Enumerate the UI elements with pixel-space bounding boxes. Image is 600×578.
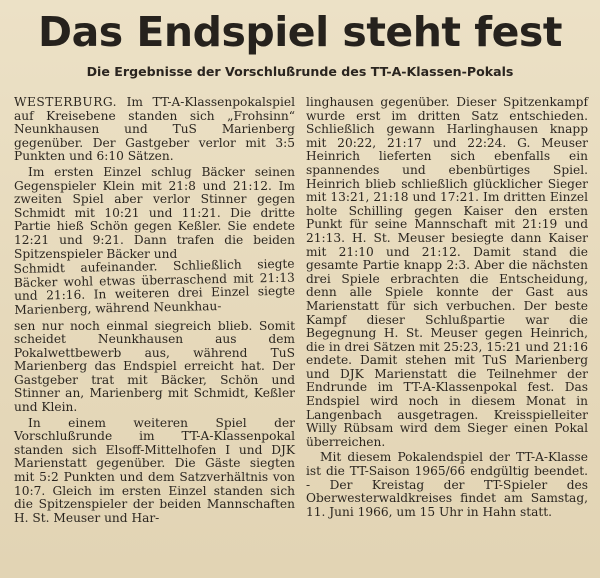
paragraph: Mit diesem Pokalendspiel der TT-A-Klasse ist die TT-Saison 1965/66 endgültig beendet. - Der Kreistag der TT-Spieler des Oberwesterwaldkreises findet am Samstag, 11. Juni 1966, um 15 Uhr in Hahn statt. [306, 450, 588, 519]
paragraph: Im ersten Einzel schlug Bäcker seinen Gegenspieler Klein mit 21:8 und 21:12. Im zweiten Spiel aber verlor Stinner gegen Schmidt mit 10:21 und 11:21. Die dritte Partie hieß Schön gegen Keßler. Sie endete 12:21 und 9:21. Dann trafen die beiden Spitzenspieler Bäcker und [14, 164, 295, 261]
paragraph [14, 96, 295, 164]
paragraph-text: Im TT-A-Klassenpokalspiel auf Kreisebene standen sich „Frohsinn“ Neunkhausen und TuS Marienberg gegenüber. Der Gastgeber verlor mit 3:5 Punkten und 6:10 Sätzen. [14, 95, 295, 164]
subheadline: Die Ergebnisse der Vorschlußrunde des TT-A-Klassen-Pokals [86, 64, 514, 79]
paragraph: linghausen gegenüber. Dieser Spitzenkampf wurde erst im dritten Satz entschieden. Schließlich gewann Harlinghausen knapp mit 20:22, 21:17 und 22:24. G. Meuser Heinrich lieferten sich ebenfalls ein spannendes und ebenbürtiges Spiel. Heinrich blieb schließlich glücklicher Sieger mit 13:21, 21:18 und 17:21. Im dritten Einzel holte Schilling gegen Kaiser den ersten Punkt für seine Mannschaft mit 21:19 und 21:13. H. St. Meuser besiegte dann Kaiser mit 21:10 und 21:12. Damit stand die gesamte Partie knapp 2:3. Aber die nächsten drei Spiele erbrachten die Entscheidung, denn alle Spiele konnte der Gast aus Marienstatt für sich verbuchen. Der beste Kampf dieser Schlußpartie war die Begegnung H. St. Meuser gegen Heinrich, die in drei Sätzen mit 25:23, 15:21 und 21:16 endete. Damit stehen mit TuS Marienberg und DJK Marienstatt die Teilnehmer der Endrunde im TT-A-Klassenpokal fest. Das Endspiel wird noch in diesem Monat in Langenbach ausgetragen. Kreisspielleiter Willy Rübsam wird dem Sieger einen Pokal überreichen. [306, 95, 588, 449]
paragraph: In einem weiteren Spiel der Vorschlußrunde im TT-A-Klassenpokal standen sich Elsoff-Mittelhofen I und DJK Marienstatt gegenüber. Die Gäste siegten mit 5:2 Punkten und dem Satzverhältnis von 10:7. Gleich im ersten Einzel standen sich die Spitzenspieler der beiden Mannschaften H. St. Meuser und Har- [14, 415, 295, 525]
article-column-right [306, 96, 588, 521]
paragraph-folded: Schmidt aufeinander. Schließlich siegte Bäcker wohl etwas überraschend mit 21:13 und 21:16. In weiteren drei Einzel siegte Marienberg, während Neunkhau- [13, 256, 296, 317]
headline: Das Endspiel steht fest [38, 8, 562, 56]
paragraph: sen nur noch einmal siegreich blieb. Somit scheidet Neunkhausen aus dem Pokalwettbewerb aus, während TuS Marienberg das Endspiel erreicht hat. Der Gastgeber trat mit Bäcker, Schön und Stinner an, Marienberg mit Schmidt, Keßler und Klein. [14, 318, 295, 415]
dateline: WESTERBURG. [14, 95, 118, 109]
article-column-left [14, 96, 295, 527]
